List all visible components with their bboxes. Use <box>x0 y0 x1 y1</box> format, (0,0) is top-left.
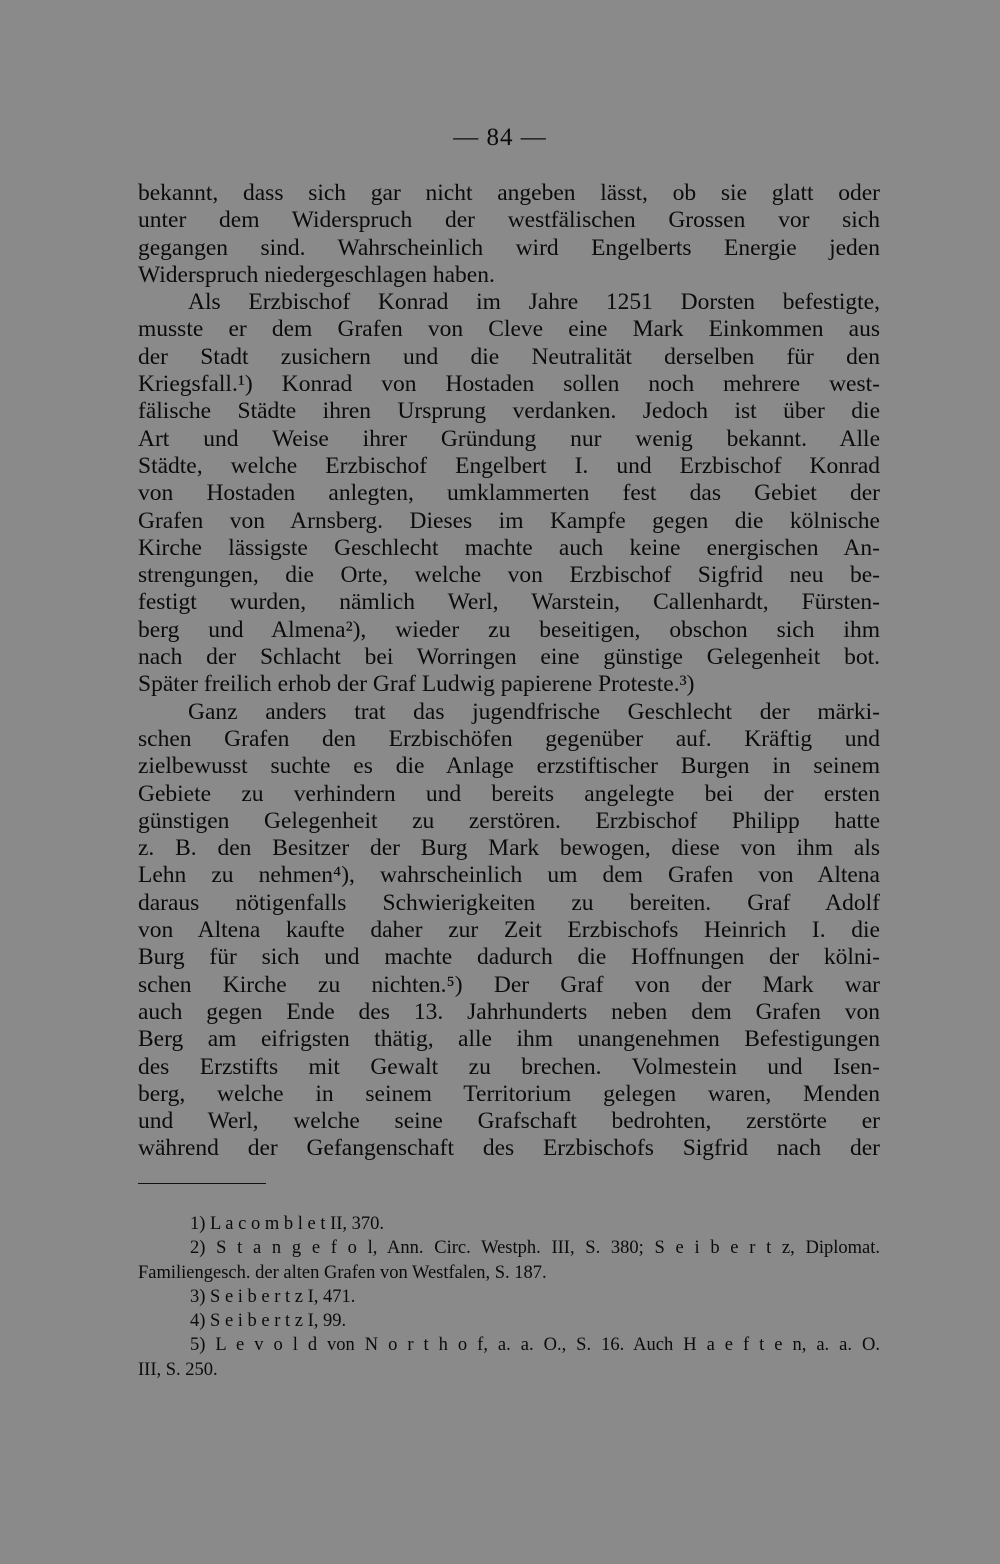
footnote-line: III, S. 250. <box>138 1359 218 1380</box>
body-line: auch gegen Ende des 13. Jahrhunderts neben dem Grafen von <box>138 998 880 1025</box>
body-line: des Erzstifts mit Gewalt zu brechen. Volmestein und Isen- <box>138 1053 880 1080</box>
body-line: schen Grafen den Erzbischöfen gegenüber auf. Kräftig und <box>138 725 880 752</box>
footnote-line: 5) L e v o l d von N o r t h o f, a. a. O., S. 16. Auch H a e f t e n, a. a. O. <box>190 1335 880 1356</box>
body-line: günstigen Gelegenheit zu zerstören. Erzbischof Philipp hatte <box>138 807 880 834</box>
page-number: — 84 — <box>453 124 547 151</box>
footnote-line: 1) L a c o m b l e t II, 370. <box>190 1214 385 1234</box>
body-line: schen Kirche zu nichten.⁵) Der Graf von der Mark war <box>138 971 880 998</box>
body-line: Als Erzbischof Konrad im Jahre 1251 Dorsten befestigte, <box>188 289 880 316</box>
body-line: Burg für sich und machte dadurch die Hoffnungen der kölni- <box>138 944 880 971</box>
body-line: Ganz anders trat das jugendfrische Geschlecht der märki- <box>188 698 880 725</box>
body-line: bekannt, dass sich gar nicht angeben lässt, ob sie glatt oder <box>138 180 880 206</box>
body-line: Kirche lässigste Geschlecht machte auch keine energischen An- <box>138 534 880 561</box>
footnote-line: 3) S e i b e r t z I, 471. <box>190 1286 356 1307</box>
body-line: Städte, welche Erzbischof Engelbert I. und Erzbischof Konrad <box>138 452 880 479</box>
body-line: z. B. den Besitzer der Burg Mark bewogen, diese von ihm als <box>138 835 880 862</box>
body-line: Später freilich erhob der Graf Ludwig papierene Proteste.³) <box>138 671 695 698</box>
body-line: und Werl, welche seine Grafschaft bedrohten, zerstörte er <box>138 1108 880 1135</box>
body-line: musste er dem Grafen von Cleve eine Mark Einkommen aus <box>138 316 880 343</box>
body-line: Widerspruch niedergeschlagen haben. <box>138 261 495 288</box>
body-line: während der Gefangenschaft des Erzbischofs Sigfrid nach der <box>138 1135 880 1162</box>
body-line: festigt wurden, nämlich Werl, Warstein, Callenhardt, Fürsten- <box>138 589 880 616</box>
body-line: Gebiete zu verhindern und bereits angelegte bei der ersten <box>138 780 880 807</box>
body-line: Kriegsfall.¹) Konrad von Hostaden sollen noch mehrere west- <box>138 371 880 398</box>
body-line: Art und Weise ihrer Gründung nur wenig bekannt. Alle <box>138 425 880 452</box>
body-line: von Altena kaufte daher zur Zeit Erzbischofs Heinrich I. die <box>138 917 880 944</box>
body-line: von Hostaden anlegten, umklammerten fest das Gebiet der <box>138 480 880 507</box>
body-line: zielbewusst suchte es die Anlage erzstiftischer Burgen in seinem <box>138 753 880 780</box>
body-line: unter dem Widerspruch der westfälischen Grossen vor sich <box>138 207 880 234</box>
body-line: strengungen, die Orte, welche von Erzbischof Sigfrid neu be- <box>138 562 880 589</box>
body-line: Berg am eifrigsten thätig, alle ihm unangenehmen Befestigungen <box>138 1026 880 1053</box>
body-line: berg, welche in seinem Territorium gelegen waren, Menden <box>138 1080 880 1107</box>
body-line: gegangen sind. Wahrscheinlich wird Engelberts Energie jeden <box>138 234 880 261</box>
body-line: berg und Almena²), wieder zu beseitigen, obschon sich ihm <box>138 616 880 643</box>
footnote-separator <box>138 1183 266 1184</box>
body-line: Grafen von Arnsberg. Dieses im Kampfe gegen die kölnische <box>138 507 880 534</box>
footnote-line: Familiengesch. der alten Grafen von Westfalen, S. 187. <box>138 1262 547 1283</box>
body-line: daraus nötigenfalls Schwierigkeiten zu bereiten. Graf Adolf <box>138 889 880 916</box>
body-line: der Stadt zusichern und die Neutralität derselben für den <box>138 343 880 370</box>
footnotes <box>138 1212 880 1382</box>
body-text <box>138 180 880 1163</box>
body-line: nach der Schlacht bei Worringen eine günstige Gelegenheit bot. <box>138 644 880 671</box>
footnote-line: 2) S t a n g e f o l, Ann. Circ. Westph. III, S. 380; S e i b e r t z, Diplomat. <box>190 1238 880 1259</box>
body-line: fälische Städte ihren Ursprung verdanken. Jedoch ist über die <box>138 398 880 425</box>
footnote-line: 4) S e i b e r t z I, 99. <box>190 1311 347 1332</box>
body-line: Lehn zu nehmen⁴), wahrscheinlich um dem Grafen von Altena <box>138 862 880 889</box>
